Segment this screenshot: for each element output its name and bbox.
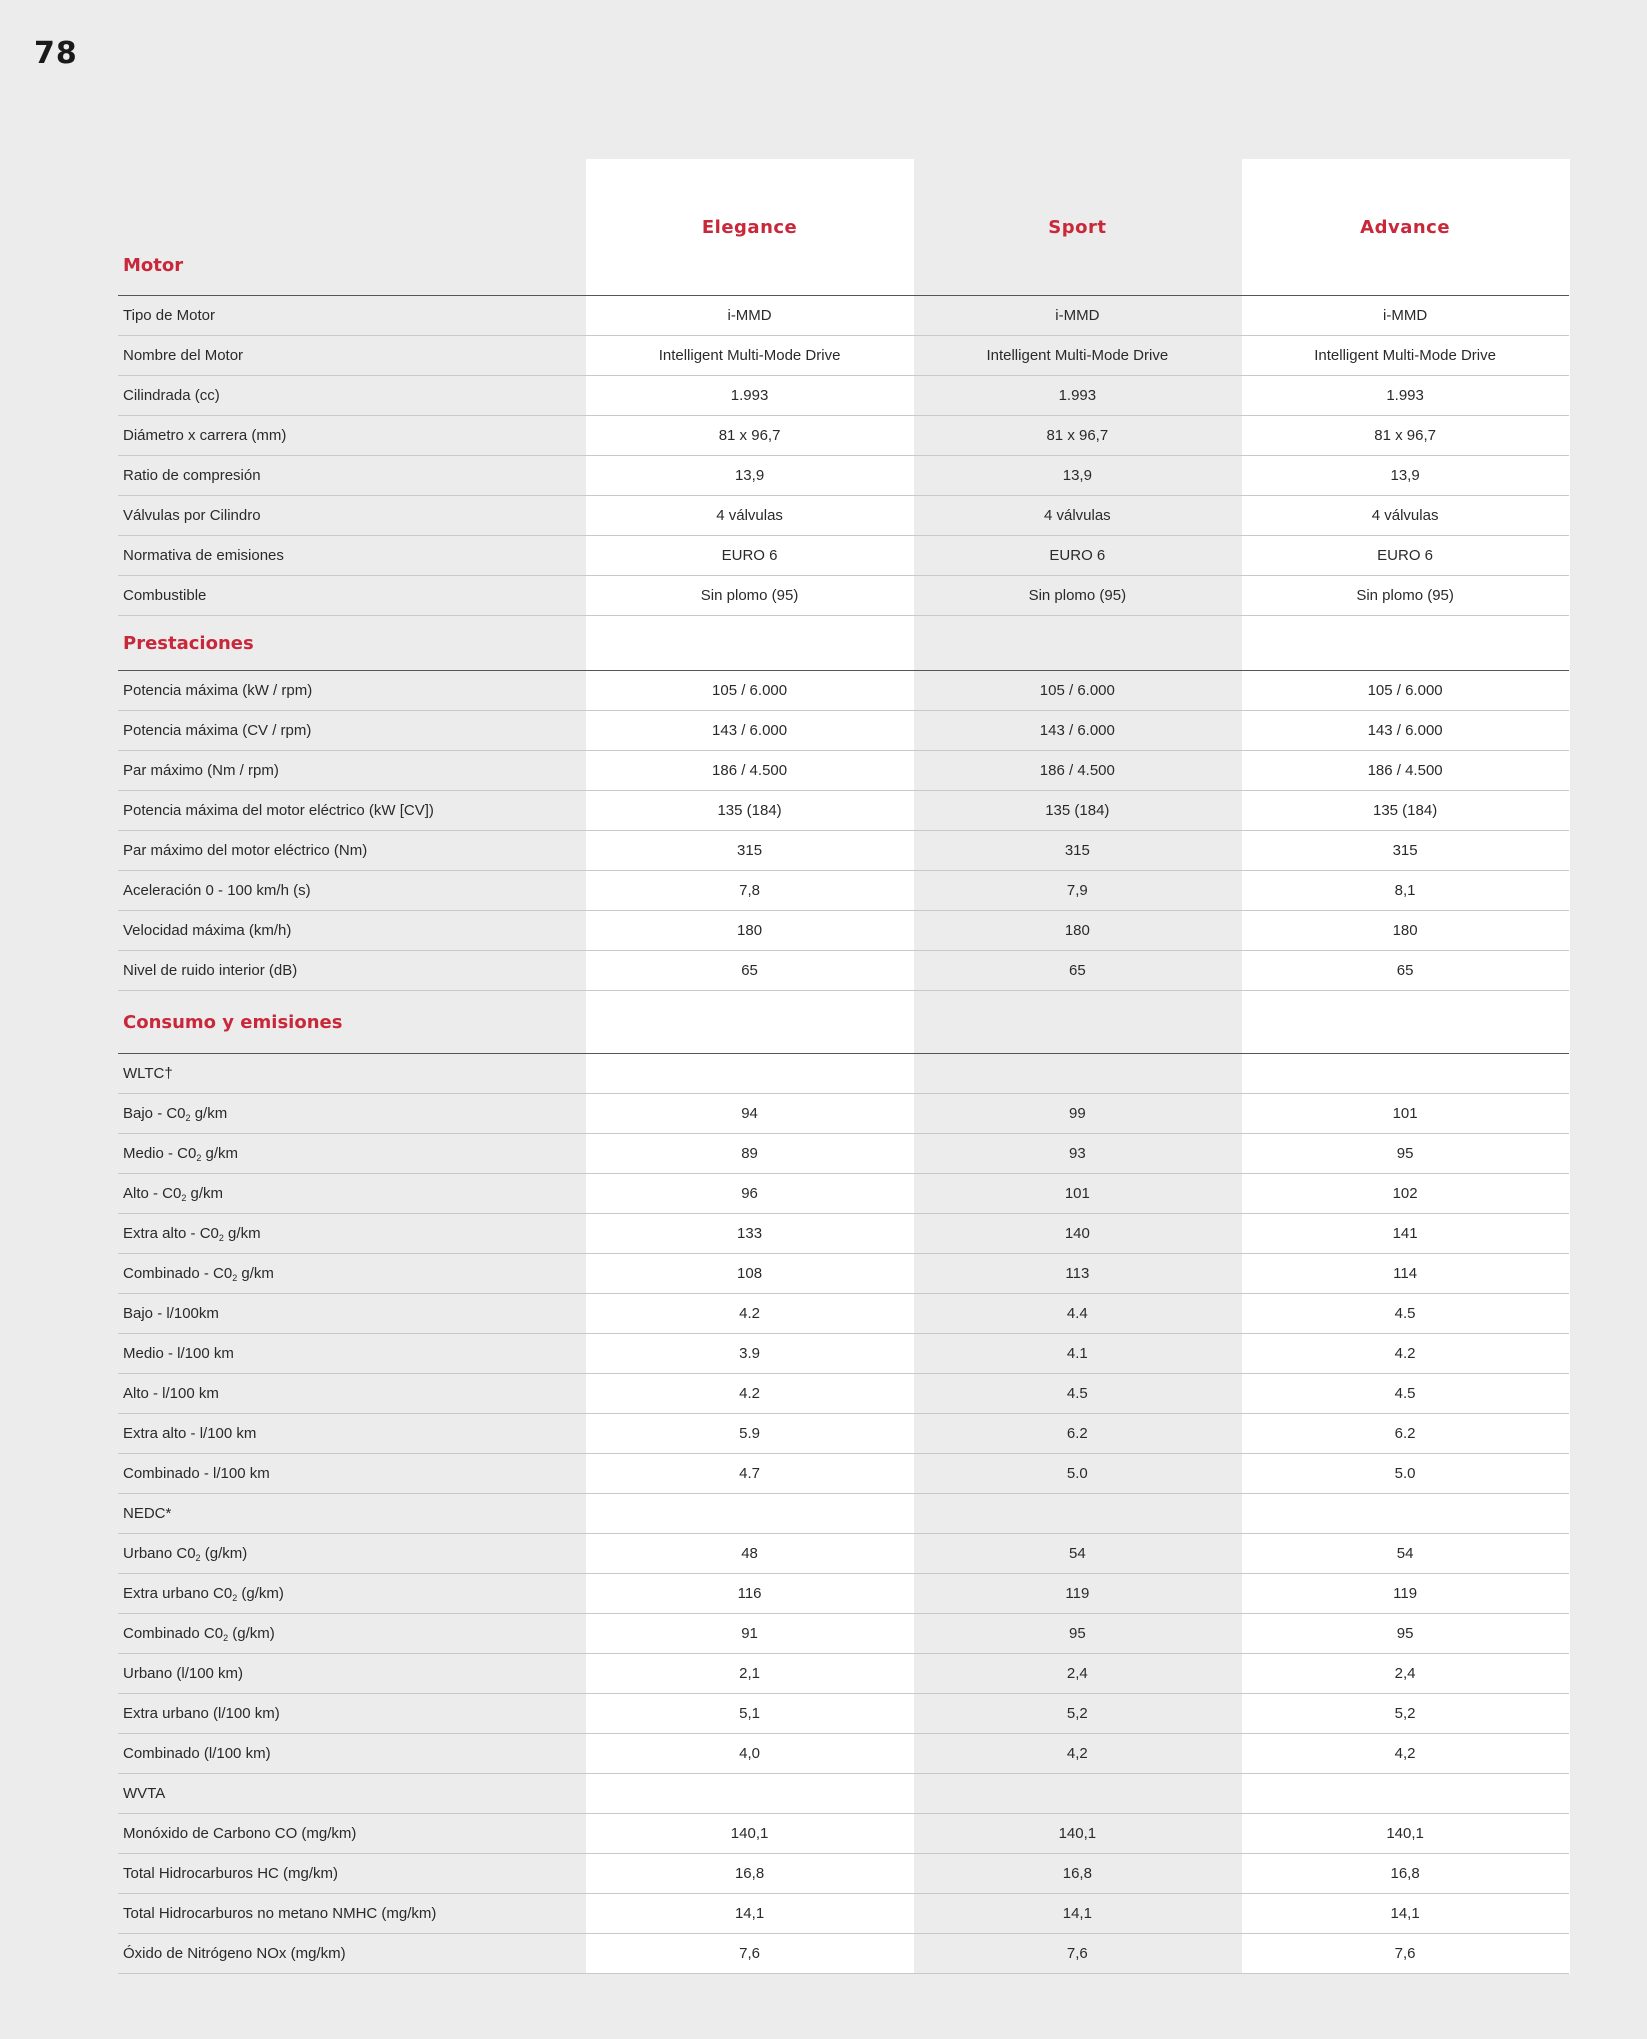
row-label: Potencia máxima (kW / rpm) bbox=[123, 682, 313, 699]
value-cell-elegance: 143 / 6.000 bbox=[712, 722, 788, 739]
value-cell-advance: 81 x 96,7 bbox=[1374, 427, 1436, 444]
value-cell-advance: 4.2 bbox=[1394, 1345, 1416, 1362]
value-cell-advance: 5.0 bbox=[1394, 1465, 1416, 1482]
table-row bbox=[118, 1894, 1569, 1934]
row-label: Combinado (l/100 km) bbox=[123, 1745, 271, 1762]
table-row bbox=[118, 1574, 1569, 1614]
value-cell-elegance: 16,8 bbox=[734, 1865, 765, 1882]
value-cell-elegance: Sin plomo (95) bbox=[700, 587, 799, 604]
value-cell-sport: 135 (184) bbox=[1045, 802, 1110, 819]
table-row bbox=[118, 711, 1569, 751]
value-cell-advance: 2,4 bbox=[1394, 1665, 1416, 1682]
row-label: Par máximo del motor eléctrico (Nm) bbox=[123, 842, 368, 859]
row-label: Par máximo (Nm / rpm) bbox=[123, 762, 279, 779]
row-label: Alto - $C0_2$ g/km bbox=[123, 1184, 224, 1203]
table-row bbox=[118, 576, 1569, 616]
value-cell-elegance: 65 bbox=[741, 962, 758, 979]
value-cell-sport: 140 bbox=[1064, 1225, 1090, 1242]
value-cell-sport: 4.5 bbox=[1066, 1385, 1088, 1402]
value-cell-advance: 102 bbox=[1392, 1185, 1418, 1202]
value-cell-advance: 141 bbox=[1392, 1225, 1418, 1242]
value-cell-advance: i-MMD bbox=[1383, 307, 1428, 324]
value-cell-elegance: 186 / 4.500 bbox=[712, 762, 788, 779]
row-label: Tipo de Motor bbox=[123, 307, 215, 324]
table-row bbox=[118, 1934, 1569, 1974]
value-cell-advance: 4.5 bbox=[1394, 1305, 1416, 1322]
value-cell-elegance: 140,1 bbox=[730, 1825, 769, 1842]
table-row bbox=[118, 376, 1569, 416]
row-label: Alto - l/100 km bbox=[123, 1385, 219, 1402]
table-header bbox=[118, 159, 1569, 296]
value-cell-elegance: 108 bbox=[737, 1265, 763, 1282]
value-cell-sport: 4.4 bbox=[1066, 1305, 1088, 1322]
table-row bbox=[118, 831, 1569, 871]
table-row bbox=[118, 1534, 1569, 1574]
value-cell-advance: 95 bbox=[1396, 1145, 1414, 1162]
row-label: Urbano (l/100 km) bbox=[123, 1665, 244, 1682]
value-cell-elegance: 5,1 bbox=[739, 1705, 760, 1722]
value-cell-sport: 14,1 bbox=[1062, 1905, 1092, 1922]
value-cell-elegance: 105 / 6.000 bbox=[712, 682, 788, 699]
section-header-row bbox=[118, 991, 1569, 1054]
table-row bbox=[118, 911, 1569, 951]
table-row bbox=[118, 1134, 1569, 1174]
table-row bbox=[118, 1654, 1569, 1694]
section-title: Consumo y emisiones bbox=[123, 1011, 343, 1033]
value-cell-elegance: 4 válvulas bbox=[716, 507, 783, 524]
value-cell-elegance: 180 bbox=[737, 922, 763, 939]
value-cell-advance: 4 válvulas bbox=[1371, 507, 1439, 524]
value-cell-advance: 101 bbox=[1392, 1105, 1418, 1122]
value-cell-sport: 7,6 bbox=[1066, 1945, 1088, 1962]
value-cell-elegance: 2,1 bbox=[739, 1665, 760, 1682]
value-cell-advance: 315 bbox=[1392, 842, 1418, 859]
value-cell-sport: 113 bbox=[1065, 1265, 1090, 1282]
value-cell-sport: 186 / 4.500 bbox=[1039, 762, 1115, 779]
table-row bbox=[118, 416, 1569, 456]
row-label: WLTC† bbox=[123, 1065, 173, 1082]
section-title: Prestaciones bbox=[123, 632, 254, 654]
row-label: Combinado - $C0_2$ g/km bbox=[123, 1264, 274, 1283]
value-cell-sport: 1.993 bbox=[1058, 387, 1097, 404]
value-cell-sport: Intelligent Multi-Mode Drive bbox=[986, 347, 1169, 364]
row-label: Potencia máxima del motor eléctrico (kW [CV]) bbox=[123, 802, 434, 819]
row-label: WVTA bbox=[123, 1785, 166, 1802]
page-number: 78 bbox=[34, 36, 78, 71]
spec-table bbox=[118, 159, 1569, 1974]
value-cell-elegance: 13,9 bbox=[734, 467, 765, 484]
trim-header-elegance: Elegance bbox=[701, 217, 798, 238]
value-cell-sport: 2,4 bbox=[1066, 1665, 1088, 1682]
value-cell-advance: Sin plomo (95) bbox=[1356, 587, 1454, 604]
value-cell-advance: 135 (184) bbox=[1372, 802, 1438, 819]
row-label: Potencia máxima (CV / rpm) bbox=[123, 722, 312, 739]
value-cell-advance: 13,9 bbox=[1390, 467, 1420, 484]
row-label: Diámetro x carrera (mm) bbox=[123, 427, 287, 444]
value-cell-elegance: 7,6 bbox=[739, 1945, 760, 1962]
value-cell-advance: 143 / 6.000 bbox=[1367, 722, 1443, 739]
row-label: Medio - l/100 km bbox=[123, 1345, 234, 1362]
value-cell-elegance: 3.9 bbox=[739, 1345, 760, 1362]
value-cell-sport: 105 / 6.000 bbox=[1039, 682, 1115, 699]
value-cell-elegance: 94 bbox=[741, 1105, 758, 1122]
row-label: Velocidad máxima (km/h) bbox=[123, 922, 292, 939]
value-cell-elegance: 4,0 bbox=[739, 1745, 760, 1762]
row-label: Extra alto - l/100 km bbox=[123, 1425, 257, 1442]
value-cell-sport: 65 bbox=[1068, 962, 1086, 979]
value-cell-advance: 140,1 bbox=[1386, 1825, 1424, 1842]
row-label: Extra alto - $C0_2$ g/km bbox=[123, 1224, 261, 1243]
table-row bbox=[118, 1094, 1569, 1134]
row-label: Válvulas por Cilindro bbox=[123, 507, 261, 524]
table-row bbox=[118, 296, 1569, 336]
value-cell-advance: 114 bbox=[1393, 1265, 1418, 1282]
value-cell-elegance: 116 bbox=[737, 1585, 762, 1602]
value-cell-elegance: 1.993 bbox=[730, 387, 769, 404]
value-cell-elegance: EURO 6 bbox=[721, 547, 778, 564]
value-cell-sport: Sin plomo (95) bbox=[1028, 587, 1127, 604]
value-cell-advance: 119 bbox=[1393, 1585, 1418, 1602]
value-cell-sport: 7,9 bbox=[1066, 882, 1088, 899]
value-cell-elegance: 5.9 bbox=[739, 1425, 760, 1442]
value-cell-advance: 16,8 bbox=[1390, 1865, 1420, 1882]
value-cell-sport: 99 bbox=[1068, 1105, 1086, 1122]
row-label: Normativa de emisiones bbox=[123, 547, 284, 564]
value-cell-sport: 143 / 6.000 bbox=[1039, 722, 1115, 739]
row-label: Total Hidrocarburos HC (mg/km) bbox=[123, 1865, 339, 1882]
value-cell-sport: 315 bbox=[1064, 842, 1090, 859]
value-cell-advance: 186 / 4.500 bbox=[1367, 762, 1443, 779]
section-header-row bbox=[118, 616, 1569, 671]
value-cell-advance: 1.993 bbox=[1386, 387, 1424, 404]
value-cell-elegance: i-MMD bbox=[727, 307, 772, 324]
value-cell-advance: 7,6 bbox=[1394, 1945, 1416, 1962]
value-cell-advance: 95 bbox=[1396, 1625, 1414, 1642]
table-row bbox=[118, 1694, 1569, 1734]
table-row bbox=[118, 871, 1569, 911]
row-label: Medio - $C0_2$ g/km bbox=[123, 1144, 239, 1163]
table-row bbox=[118, 951, 1569, 991]
value-cell-sport: EURO 6 bbox=[1049, 547, 1106, 564]
row-label: Bajo - $C0_2$ g/km bbox=[123, 1104, 228, 1123]
row-label: Ratio de compresión bbox=[123, 467, 261, 484]
value-cell-sport: 101 bbox=[1064, 1185, 1090, 1202]
value-cell-elegance: 4.2 bbox=[739, 1305, 760, 1322]
value-cell-sport: i-MMD bbox=[1055, 307, 1100, 324]
value-cell-elegance: 48 bbox=[741, 1545, 758, 1562]
table-row bbox=[118, 791, 1569, 831]
value-cell-sport: 180 bbox=[1064, 922, 1090, 939]
row-label: Nivel de ruido interior (dB) bbox=[123, 962, 298, 979]
value-cell-elegance: 7,8 bbox=[739, 882, 760, 899]
row-label: Urbano $C0_2$ (g/km) bbox=[123, 1544, 248, 1563]
value-cell-advance: 8,1 bbox=[1394, 882, 1416, 899]
value-cell-advance: 4.5 bbox=[1394, 1385, 1416, 1402]
value-cell-advance: 105 / 6.000 bbox=[1367, 682, 1443, 699]
table-row bbox=[118, 1294, 1569, 1334]
value-cell-sport: 54 bbox=[1068, 1545, 1086, 1562]
value-cell-elegance: Intelligent Multi-Mode Drive bbox=[658, 347, 841, 364]
value-cell-elegance: 135 (184) bbox=[717, 802, 782, 819]
table-row bbox=[118, 536, 1569, 576]
value-cell-advance: 180 bbox=[1392, 922, 1418, 939]
value-cell-sport: 95 bbox=[1068, 1625, 1086, 1642]
value-cell-sport: 140,1 bbox=[1058, 1825, 1097, 1842]
value-cell-elegance: 81 x 96,7 bbox=[718, 427, 781, 444]
table-row bbox=[118, 1854, 1569, 1894]
value-cell-advance: EURO 6 bbox=[1377, 547, 1434, 564]
trim-header-sport: Sport bbox=[1048, 217, 1107, 238]
value-cell-sport: 16,8 bbox=[1062, 1865, 1092, 1882]
value-cell-sport: 4.1 bbox=[1066, 1345, 1088, 1362]
value-cell-advance: 4,2 bbox=[1394, 1745, 1416, 1762]
value-cell-sport: 93 bbox=[1068, 1145, 1086, 1162]
row-label: Bajo - l/100km bbox=[123, 1305, 219, 1322]
table-body bbox=[118, 296, 1569, 1974]
row-label: Nombre del Motor bbox=[123, 347, 244, 364]
table-row bbox=[118, 1414, 1569, 1454]
value-cell-advance: 54 bbox=[1396, 1545, 1414, 1562]
table-row bbox=[118, 496, 1569, 536]
value-cell-sport: 6.2 bbox=[1066, 1425, 1088, 1442]
value-cell-elegance: 91 bbox=[741, 1625, 758, 1642]
row-label: Aceleración 0 - 100 km/h (s) bbox=[123, 882, 311, 899]
row-label: Extra urbano (l/100 km) bbox=[123, 1705, 280, 1722]
table-row bbox=[118, 1054, 1569, 1094]
row-label: Combustible bbox=[123, 587, 207, 604]
value-cell-sport: 5,2 bbox=[1066, 1705, 1088, 1722]
row-label: NEDC* bbox=[123, 1505, 172, 1522]
value-cell-advance: Intelligent Multi-Mode Drive bbox=[1314, 347, 1496, 364]
value-cell-sport: 4 válvulas bbox=[1043, 507, 1111, 524]
value-cell-sport: 5.0 bbox=[1066, 1465, 1088, 1482]
table-row bbox=[118, 1334, 1569, 1374]
row-label: Cilindrada (cc) bbox=[123, 387, 220, 404]
trim-header-advance: Advance bbox=[1360, 217, 1451, 238]
row-label: Óxido de Nitrógeno NOx (mg/km) bbox=[123, 1945, 346, 1962]
value-cell-advance: 65 bbox=[1396, 962, 1414, 979]
table-row bbox=[118, 1174, 1569, 1214]
row-label: Extra urbano $C0_2$ (g/km) bbox=[123, 1584, 284, 1603]
value-cell-sport: 13,9 bbox=[1062, 467, 1092, 484]
value-cell-elegance: 4.2 bbox=[739, 1385, 760, 1402]
value-cell-elegance: 89 bbox=[741, 1145, 758, 1162]
value-cell-sport: 4,2 bbox=[1066, 1745, 1088, 1762]
row-label: Combinado $C0_2$ (g/km) bbox=[123, 1624, 275, 1643]
value-cell-elegance: 96 bbox=[741, 1185, 758, 1202]
table-row bbox=[118, 1254, 1569, 1294]
table-row bbox=[118, 456, 1569, 496]
table-row bbox=[118, 336, 1569, 376]
value-cell-elegance: 133 bbox=[737, 1225, 763, 1242]
section-title-motor: Motor bbox=[123, 255, 184, 276]
table-row bbox=[118, 751, 1569, 791]
table-row bbox=[118, 1214, 1569, 1254]
table-row bbox=[118, 671, 1569, 711]
table-row bbox=[118, 1614, 1569, 1654]
row-label: Total Hidrocarburos no metano NMHC (mg/km) bbox=[123, 1905, 437, 1922]
table-row bbox=[118, 1734, 1569, 1774]
value-cell-sport: 81 x 96,7 bbox=[1046, 427, 1109, 444]
value-cell-elegance: 4.7 bbox=[739, 1465, 760, 1482]
table-row bbox=[118, 1454, 1569, 1494]
value-cell-elegance: 315 bbox=[737, 842, 763, 859]
row-label: Combinado - l/100 km bbox=[123, 1465, 270, 1482]
table-row bbox=[118, 1814, 1569, 1854]
row-label: Monóxido de Carbono CO (mg/km) bbox=[123, 1825, 357, 1842]
value-cell-advance: 6.2 bbox=[1394, 1425, 1416, 1442]
table-row bbox=[118, 1374, 1569, 1414]
value-cell-advance: 14,1 bbox=[1390, 1905, 1420, 1922]
value-cell-elegance: 14,1 bbox=[734, 1905, 765, 1922]
table-row bbox=[118, 1774, 1569, 1814]
value-cell-sport: 119 bbox=[1065, 1585, 1090, 1602]
table-row bbox=[118, 1494, 1569, 1534]
value-cell-advance: 5,2 bbox=[1394, 1705, 1416, 1722]
